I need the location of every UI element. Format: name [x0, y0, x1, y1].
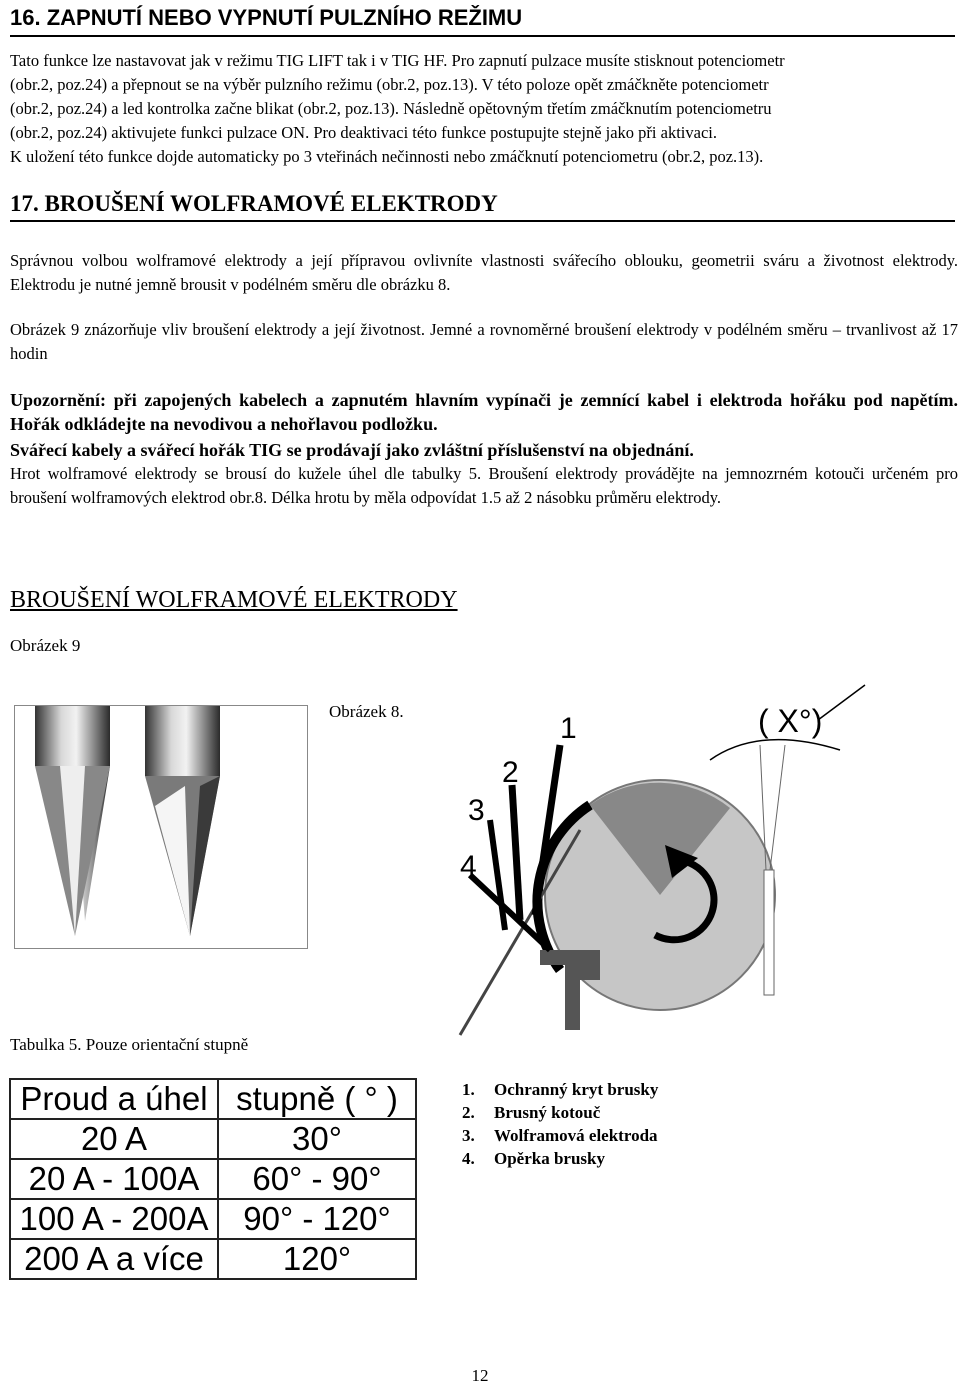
legend-item: 4. Opěrka brusky: [462, 1149, 605, 1168]
callout-1: 1: [560, 712, 577, 745]
section-17-paragraph-3: Hrot wolframové elektrody se brousí do kužele úhel dle tabulky 5. Broušení elektrody provádějte na jemnozrném kotouči určeném pro broušení wolframových elektrod obr.8. Délka hrotu by měla odpovídat 1.5 až 2 násobku průměru elektrody.: [10, 464, 958, 507]
table-row: [10, 1119, 416, 1159]
table-row: [10, 1199, 416, 1239]
callout-4: 4: [460, 850, 477, 883]
section-16-line-5: K uložení této funkce dojde automaticky po 3 vteřinách nečinnosti nebo zmáčknutí potenciometru (obr.2, poz.13).: [10, 147, 764, 166]
table-cell-current: 20 A - 100A: [10, 1159, 218, 1199]
table-cell-angle: 30°: [218, 1119, 416, 1159]
table-row: [10, 1239, 416, 1279]
figure-8-label: Obrázek 8.: [329, 702, 404, 721]
page-number: 12: [471, 1366, 489, 1385]
section-16-line-2: (obr.2, poz.24) a přepnout se na výběr pulzního režimu (obr.2, poz.13). V této poloze opět zmáčkněte potenciometr: [10, 75, 769, 94]
legend-item: 3. Wolframová elektroda: [462, 1126, 658, 1145]
table-cell-angle: 120°: [218, 1239, 416, 1279]
table-cell-current: 100 A - 200A: [10, 1199, 218, 1239]
callout-3: 3: [468, 794, 485, 827]
table-cell-current: 20 A: [10, 1119, 218, 1159]
figure-8-legend: [462, 1078, 658, 1170]
figure-8-diagram: [440, 680, 950, 1040]
table-header-degrees: stupně ( ° ): [218, 1079, 416, 1119]
section-16-line-1: Tato funkce lze nastavovat jak v režimu TIG LIFT tak i v TIG HF. Pro zapnutí pulzace musíte stisknout potenciometr: [10, 51, 785, 70]
table-cell-angle: 60° - 90°: [218, 1159, 416, 1199]
table-cell-current: 200 A a více: [10, 1239, 218, 1279]
grinder-diagram: [440, 680, 950, 1040]
grinding-subheading: BROUŠENÍ WOLFRAMOVÉ ELEKTRODY: [10, 587, 458, 613]
angle-table: [9, 1078, 417, 1280]
table-header-row: [10, 1079, 416, 1119]
warning-text: Upozornění: při zapojených kabelech a zapnutém hlavním vypínači je zemnící kabel i elektroda hořáku pod napětím. Hořák odkládejte na nevodivou a nehořlavou podložku.: [10, 390, 958, 434]
table-cell-angle: 90° - 120°: [218, 1199, 416, 1239]
legend-item: 2. Brusný kotouč: [462, 1103, 601, 1122]
table-5-caption: Tabulka 5. Pouze orientační stupně: [10, 1035, 249, 1054]
section-17-title: 17. BROUŠENÍ WOLFRAMOVÉ ELEKTRODY: [10, 190, 955, 222]
section-16-line-3: (obr.2, poz.24) a led kontrolka začne blikat (obr.2, poz.13). Následně opětovným třetím zmáčknutím potenciometru: [10, 99, 772, 118]
accessories-note: Svářecí kabely a svářecí hořák TIG se prodávají jako zvláštní příslušenství na objednání.: [10, 440, 694, 460]
table-header-current: Proud a úhel: [10, 1079, 218, 1119]
section-17-paragraph-2: Obrázek 9 znázorňuje vliv broušení elektrody a její životnost. Jemné a rovnoměrné broušení elektrody v podélném směru – trvanlivost až 17 hodin: [10, 320, 958, 363]
section-17-paragraph-1: Správnou volbou wolframové elektrody a její přípravou ovlivníte vlastnosti svářecího oblouku, geometrii sváru a životnost elektrody. Elektrodu je nutné jemně brousit v podélném směru dle obrázku 8.: [10, 251, 958, 294]
callout-2: 2: [502, 756, 519, 789]
angle-label: ( X°): [758, 703, 823, 739]
legend-item: 1. Ochranný kryt brusky: [462, 1080, 659, 1099]
section-16-title: 16. ZAPNUTÍ NEBO VYPNUTÍ PULZNÍHO REŽIMU: [10, 4, 955, 37]
table-row: [10, 1159, 416, 1199]
figure-9-image: [14, 705, 308, 949]
section-16-line-4: (obr.2, poz.24) aktivujete funkci pulzace ON. Pro deaktivaci této funkce postupujte stejně jako při aktivaci.: [10, 123, 717, 142]
electrode-tips-illustration: [15, 706, 307, 948]
figure-9-label: Obrázek 9: [10, 636, 81, 655]
